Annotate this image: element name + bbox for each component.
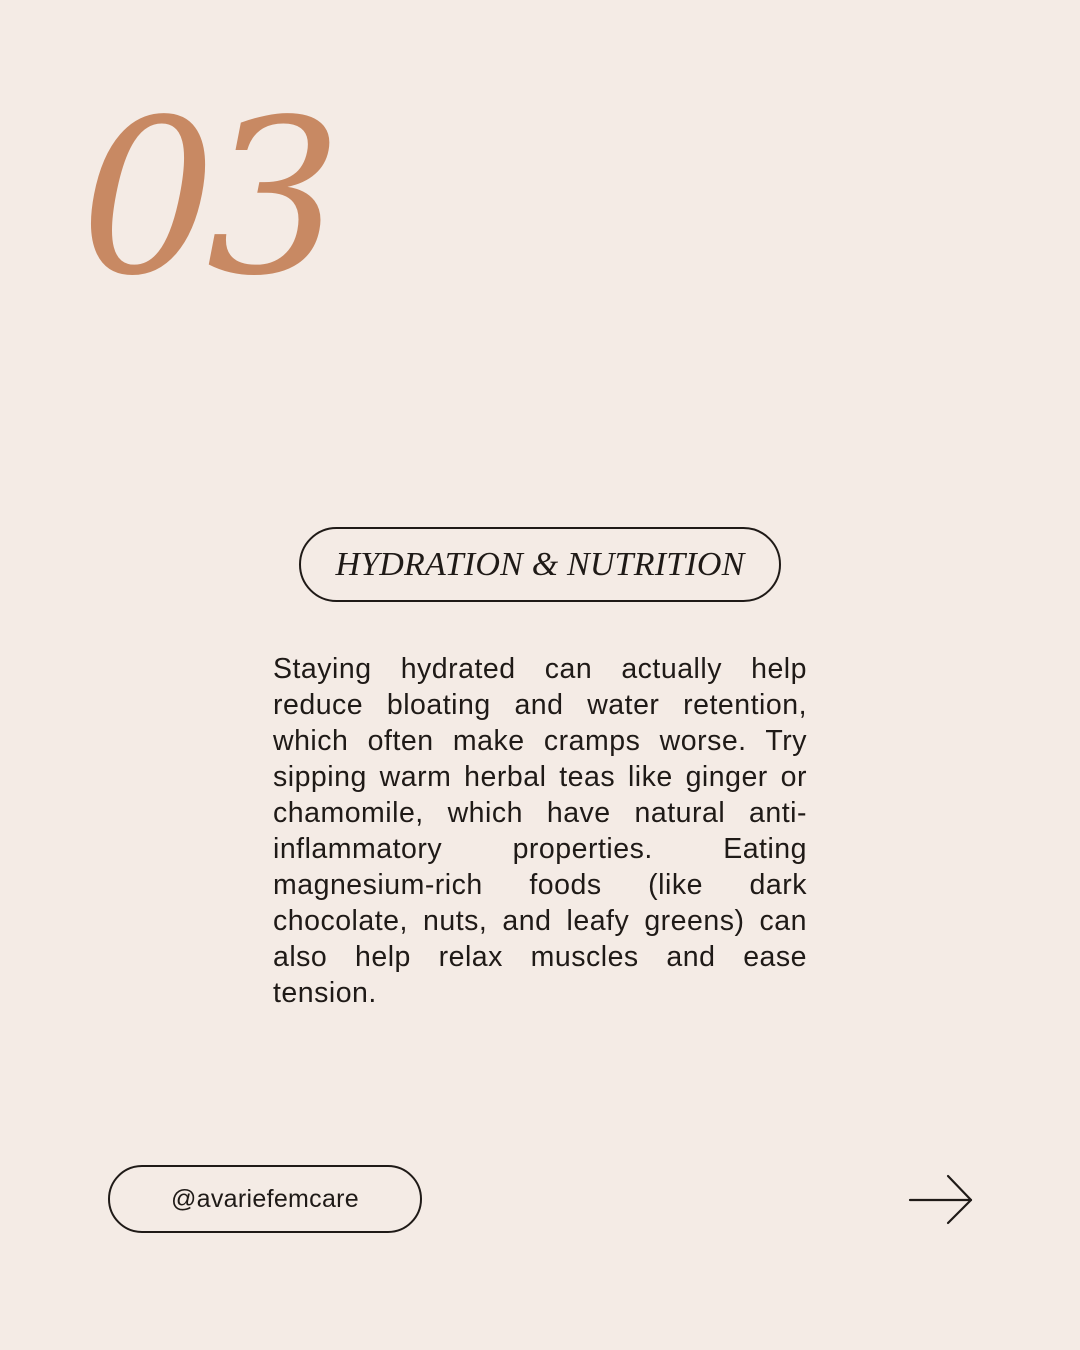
next-slide-button[interactable] <box>906 1172 976 1228</box>
arrow-right-icon <box>906 1172 976 1228</box>
account-handle: @avariefemcare <box>171 1184 359 1213</box>
slide-title: HYDRATION & NUTRITION <box>335 545 745 583</box>
account-handle-button[interactable] <box>108 1165 422 1233</box>
body-text: Staying hydrated can actually help reduce bloating and water retention, which often make cramps worse. Try sipping warm herbal teas like ginger or chamomile, which have natural anti-inflammatory properties. Eating magnesium-rich foods (like dark chocolate, nuts, and leafy greens) can also help relax muscles and ease tension. <box>273 653 807 1009</box>
title-pill <box>299 527 781 602</box>
step-number: 03 <box>80 74 333 323</box>
